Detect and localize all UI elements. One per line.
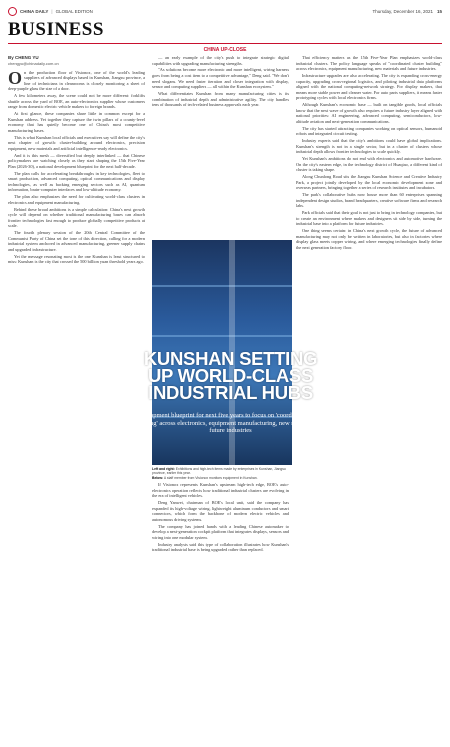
paragraph: The fourth plenary session of the 20th Central Committee of the Communist Party of China set the tone of this direction, calling for a modern industrial system anchored in advanced manufacturing, greener supply chains and upgraded infrastructure. [8,230,145,252]
paragraph: Park officials said that their goal is not just to bring in technology companies, but to create an environment where makers and designers sit side by side, turning the industrial base into a platform for future industries. [296,209,442,227]
issue-date: Thursday, December 16, 2021 [372,8,433,14]
paragraph: The city has started attracting companies working on optical sensors, humanoid robots and integrated circuit testing. [296,125,442,137]
publication-name: CHINA DAILY [20,8,49,14]
byline: By CHENG YU [8,55,39,60]
section-rule [8,43,442,44]
paragraph: Although Kunshan's economic base — built on tangible goods, local officials know that the next wave of growth also requires a future industry layer aligned with national priorities: AI engineering, advanced computing, semiconductors, low-altitude aviation and next-generation communications. [296,102,442,124]
paragraph: Industry experts said that the city's ambitions could have global implications. Kunshan's strength is not in a single sector, but in a cluster of clusters whose industrial depth allows frontier technologies to scale quickly. [296,138,442,155]
paragraph: This is what Kunshan local officials and executives say will define the city's next chapter of growth: cluster-building around electronics, precision equipment, new materials and artificial intelligence-ready electronics. [8,134,145,151]
section-title: BUSINESS [8,19,104,40]
paragraph: And it is this mesh — diversified but deeply interlinked — that Chinese policymakers are watching closely as they start shaping the 15th Five-Year Plan (2026-30), a national development blueprint for the next half-decade. [8,152,145,169]
column-1-body [8,67,145,265]
column-2-body [152,55,289,108]
article-column-1 [8,55,145,737]
caption-below-text: A staff member from Visionox monitors equipment in Kunshan. [163,475,258,480]
paragraph: "As solutions become more electronic and more intelligent, wiring harness goes from being a cost item to a competitive advantage," Deng said. "We don't need slogans. We need faster iteration and closer integration with display, sensor and computing suppliers — all within the Kunshan ecosystem." [152,67,289,90]
paragraph: One thing seems certain: in China's next growth cycle, the future of advanced manufacturing may not only be written in laboratories, but also in factories where display glass meets copper wiring, and where emerging technologies finally define the next generation factory floor. [296,227,442,250]
edition-label: GLOBAL EDITION [55,8,93,14]
photo-caption [152,467,292,480]
article-column-3 [296,55,442,737]
paragraph: On the production floor of Visionox, one of the world's leading suppliers of advanced displays based in Kunshan, Jiangsu province, a line of technicians in cleanrooms is closely monitoring a sheet of deep-purple glass the size of a door. [8,67,145,92]
paragraph: The plan also emphasizes the need for cultivating world-class clusters in electronics and equipment manufacturing. [8,194,145,205]
paragraph: What differentiates Kunshan from many manufacturing cities is its combination of industrial depth and administrative agility. The city handles tens of thousands of tech-related business approvals each year. [152,90,289,108]
paragraph: If Visionox represents Kunshan's upstream high-tech edge, BOE's auto-electronics operation reflects how traditional industrial clusters are evolving in the era of intelligent vehicles. [152,482,289,499]
kicker: CHINA UP-CLOSE [203,47,247,53]
paragraph: Yet Kunshan's ambitions do not end with electronics and automotive hardware. On the city's eastern edge, in the technology district of Huaqiao, a different kind of cluster is taking shape. [296,156,442,173]
paragraph: The company has joined hands with a leading Chinese automaker to develop a next-generation cockpit platform that integrates displays, sensors and wiring into one modular system. [152,523,289,540]
paragraph: At first glance, these companies share little in common except for a Kunshan address. Yet together they capture the twin pillars of a county-level economy that has quietly become one of China's most competitive manufacturing bases. [8,111,145,133]
subheadline: Development blueprint for next five years to focus on 'coordinated cluster building' across electronics, equipment manufacturing, new materials and future industries [134,412,327,435]
page-number: 15 [436,8,442,14]
column-4-body [152,482,289,553]
author-email[interactable]: chengyu@chinadaily.com.cn [8,61,59,66]
caption-below-label: Below: [152,475,164,480]
photo-light-stripe [152,335,292,337]
paragraph: Deng Yanwei, chairman of BOE's local unit, said the company has expanded its high-voltage wiring, lightweight aluminum conductors and smart connectors, which form the backbone of modern electric vehicles and autonomous driving systems. [152,499,289,522]
paragraph: Along Chunlong Road sits the Jiangsu Kunshan Science and Creative Industry Park, a project jointly developed by the local economic development zone and overseas partners, bringing together a series of research institutes and incubators. [296,174,442,191]
column-3-body [296,55,442,250]
paragraph: Behind these broad ambitions is a simple calculation: China's next growth cycle will depend on whether traditional manufacturing bases can absorb frontier technologies fast enough to produce globally competitive products at scale. [8,206,145,229]
china-daily-logo-icon [8,7,17,16]
drop-cap: O [8,67,23,88]
headline: KUNSHAN SETTING UP WORLD-CLASS INDUSTRIAL HUBS [143,348,318,403]
article-column-4 [152,482,289,737]
photo-light-stripe [152,285,292,287]
masthead [8,6,442,16]
article-column-2 [152,55,289,235]
paragraph: That efficiency matters as the 15th Five-Year Plan emphasizes world-class industrial clusters. The policy language speaks of "coordinated cluster building" across electronics, equipment manufacturing, new materials and future industries. [296,55,442,72]
caption-left-text: Exhibitions and high-tech items made by enterprises in Kunshan, Jiangsu province, earlier this year. [152,467,286,476]
paragraph: A few kilometers away, the scene could not be more different: forklifts shuttle across the yard of BOE, an auto-electronics supplier whose customers range from domestic electric vehicle makers to foreign brands. [8,93,145,110]
paragraph: The plan calls for accelerating breakthroughs in key technologies, fleet to smart production, advanced computing, optical communications and display technologies, as well as backing emerging sectors such as AI, quantum information, brain-computer interfaces and low-altitude economy. [8,170,145,193]
masthead-separator: | [51,8,53,14]
paragraph: Infrastructure upgrades are also accelerating. The city is expanding cross-energy capacity, upgrading cross-regional logistics, and piloting industrial data platforms aligned with the national computing-network strategy. For display makers, that means more stable power and cleaner water. For auto parts suppliers, it means faster prototyping cycles with local electronics firms. [296,72,442,101]
paragraph: The park's collaborative hubs now house more than 60 enterprises spanning independent design studios, brand headquarters, creative software firms and research labs. [296,191,442,209]
paragraph: Industry analysts said this type of collaboration illustrates how Kunshan's traditional industrial base is being upgraded rather than replaced. [152,541,289,553]
paragraph: Yet the message resonating most is the one Kunshan is least structured to miss: Kunshan is the city that crossed the 500 billion yuan threshold years ago. [8,253,145,265]
caption-left-label: Left and right: [152,467,175,471]
paragraph: — an early example of the city's push to integrate strategic digital capabilities with upgrading manufacturing strengths. [152,55,289,66]
